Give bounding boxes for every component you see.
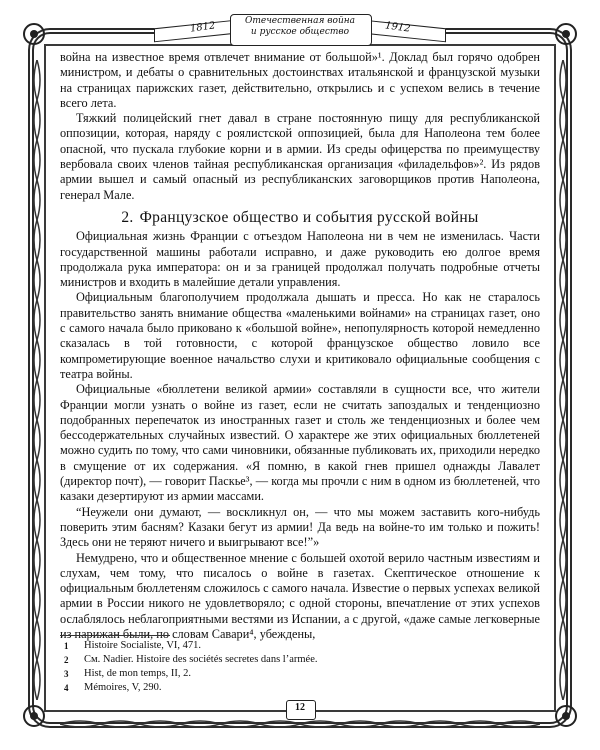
section-number: 2.	[121, 208, 134, 226]
running-title	[230, 16, 370, 38]
paragraph-5: Официальные «бюллетени великой армии» составляли в сущности все, что жители Франции могли узнать о войне из газет, если не считать запоздалых и тенденциозно подобранных перепечаток из иностранных газет и столь же тенденциозных и более чем бессодержательных случайных известий. О характере же этих официальных бюллетеней можно судить по тому, что сами чиновники, обязанные публиковать их, приходили нередко в смущение от их содержания. «Я помню, в какой гнев пришел однажды Лавалет (директор почт), — говорит Паскье³, — когда мы прочли с ним в одном из бюллетеней, что казаки дезертируют из армии массами.	[60, 382, 540, 504]
footnote-number: 3	[64, 669, 69, 679]
footnote-text: См. Nadier. Histoire des sociétés secretes dans l’armée.	[84, 654, 318, 665]
corner-ornament-top-left	[20, 20, 48, 48]
main-text	[60, 50, 540, 642]
corner-ornament-top-right	[552, 20, 580, 48]
corner-ornament-bottom-left	[20, 702, 48, 730]
year-left: 1812	[189, 20, 217, 35]
footnote	[60, 639, 540, 653]
footnote-text: Mémoires, V, 290.	[84, 682, 162, 693]
footnote-number: 4	[64, 683, 69, 693]
footnotes	[60, 635, 540, 695]
header-banner	[150, 6, 450, 50]
paragraph-4: Официальным благополучием продолжала дышать и пресса. Но как не старалось правительство занять внимание общества «маленькими войнами» на страницах газет, оно с самого начала было приковано к «большой войне», непопулярность которой немедленно сказалась в той готовности, с которой французское общество ловило все компрометирующие военное начальство слухи и критиковало официальные сообщения с театра войны.	[60, 290, 540, 381]
paragraph-2: Тяжкий полицейский гнет давал в стране постоянную пищу для республиканской оппозиции, которая, наряду с роялистской оппозицией, была для Наполеона тем более опасной, что пускала глубокие корни и в армии. Из среды офицерства по преимуществу вербовала своих членов тайная республиканская организация «филадельфов»². Из рядов армии вышел и самый опасный из республиканских заговорщиков против Наполеона, генерал Мале.	[60, 111, 540, 202]
paragraph-7: Немудрено, что и общественное мнение с большей охотой верило частным известиям и слухам, чем тому, что писалось о войне в газетах. Скептическое отношение к официальным бюллетеням сложилось с самого начала. Известие о первых успехах великой армии в России никого не удовлетворяло; с одной стороны, впечатление от этих успехов ослаблялось неблагоприятными вестями из Испании, а с другой, «даже самые легковерные из парижан были, по словам Савари⁴, убеждены,	[60, 550, 540, 641]
paragraph-6-quote: “Неужели они думают, — воскликнул он, — что мы можем заставить кого-нибудь поверить этим басням? Казаки бегут из армии! Да ведь на войне-то им только и пожить! Здесь они не теряют ничего и выигрывают все!”»	[60, 504, 540, 550]
vine-ornament-right	[556, 60, 570, 700]
footnote-text: Hist, de mon temps, II, 2.	[84, 668, 192, 679]
section-title: Французское общество и события русской войны	[139, 208, 479, 226]
running-title-line-1: Отечественная война	[244, 16, 356, 26]
running-title-line-2: и русское общество	[250, 27, 350, 37]
year-right: 1912	[383, 20, 411, 35]
vine-ornament-left	[30, 60, 44, 700]
footnote	[60, 681, 540, 695]
footnote	[60, 653, 540, 667]
footnote-number: 1	[64, 641, 69, 651]
page-number: 12	[295, 702, 305, 713]
page-number-badge	[286, 700, 314, 722]
footnote	[60, 667, 540, 681]
footnote-number: 2	[64, 655, 69, 665]
paragraph-3: Официальная жизнь Франции с отъездом Наполеона ни в чем не изменилась. Части государственной машины работали исправно, и даже руководить ею долгое время продолжала рука императора: он и за границей продолжал получать подробные отчеты министров и входить в малейшие детали управления.	[60, 229, 540, 290]
section-heading	[60, 210, 540, 225]
footnote-rule	[60, 635, 170, 636]
corner-ornament-bottom-right	[552, 702, 580, 730]
paragraph-1: война на известное время отвлечет внимание от большой»¹. Доклад был горячо одобрен министром, и дебаты о сравнительных достоинствах итальянской и французской музыки на страницах парижских газет, действительно, открылись и с успехом велись в течение всего лета.	[60, 50, 540, 110]
footnote-text: Histoire Socialiste, VI, 471.	[84, 640, 202, 651]
